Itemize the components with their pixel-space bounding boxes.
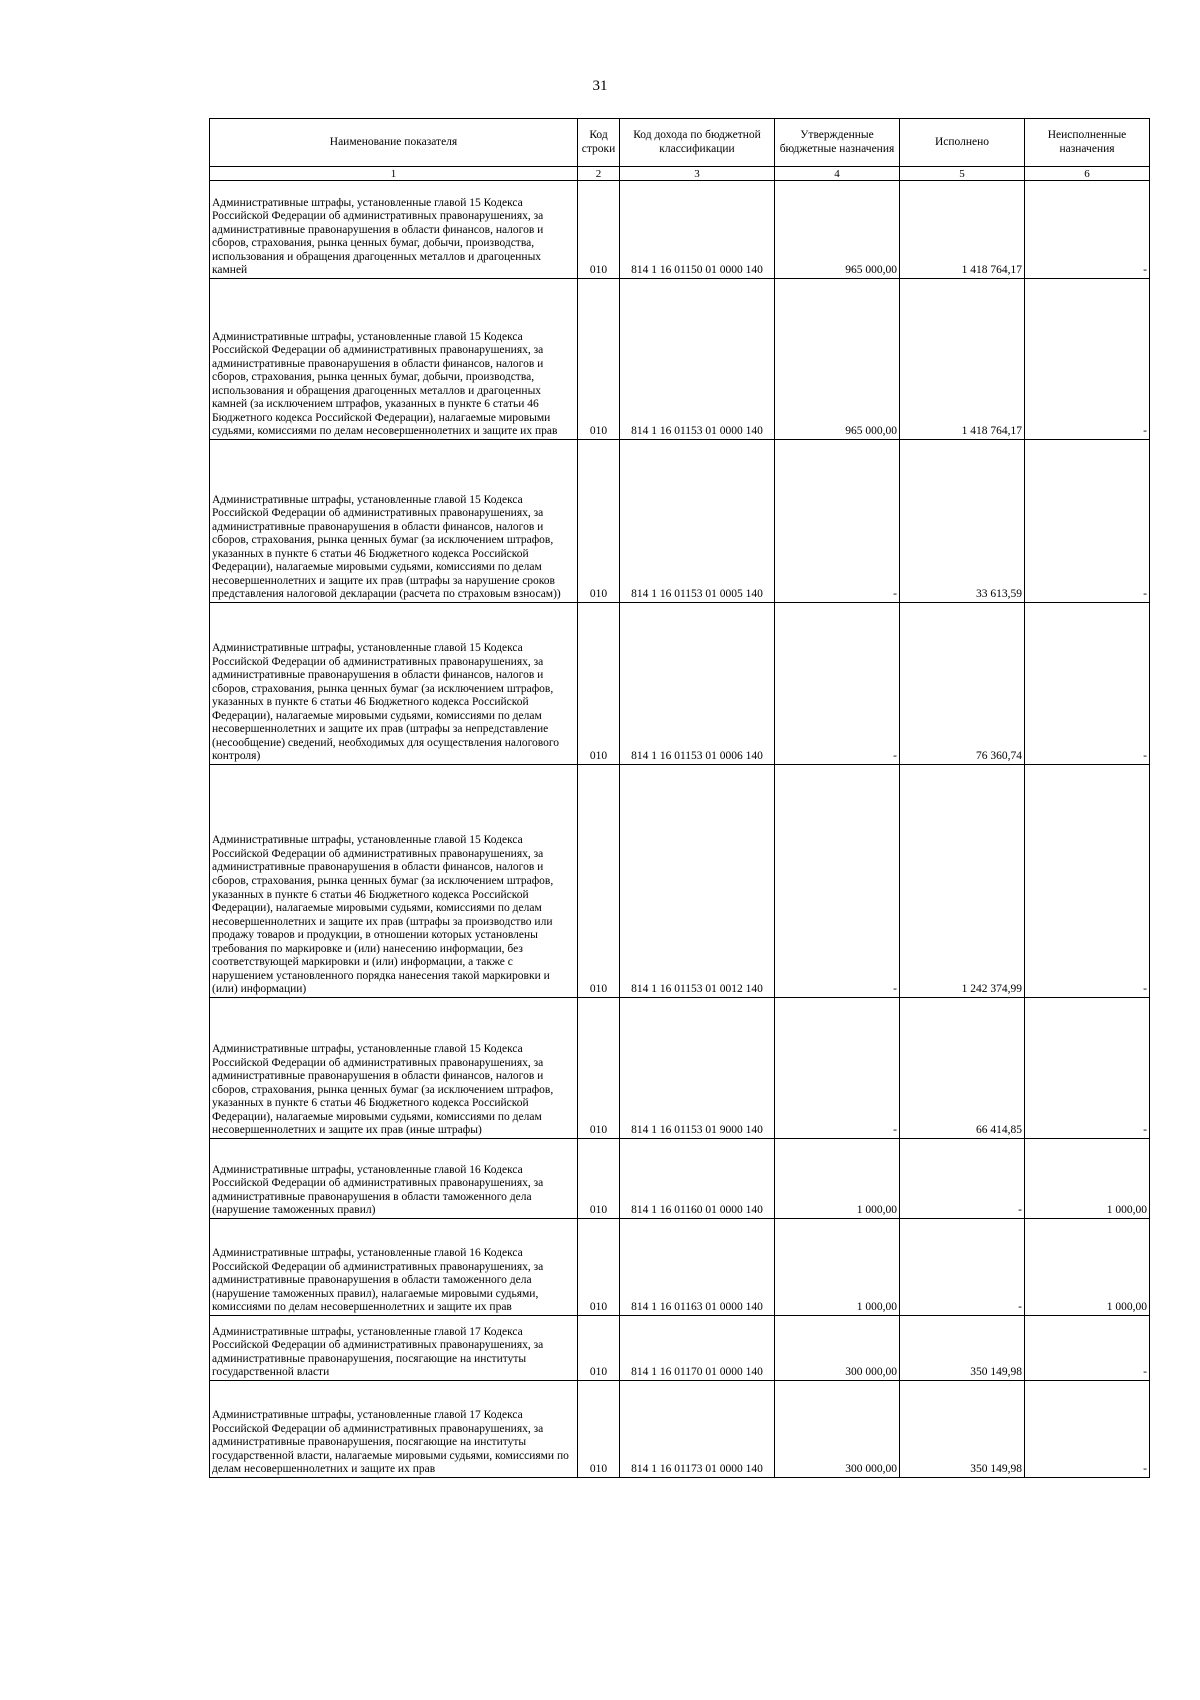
budget-classification-code: 814 1 16 01160 01 0000 140: [620, 1139, 775, 1219]
approved-amount: -: [775, 440, 900, 603]
indicator-name: Административные штрафы, установленные главой 17 Кодекса Российской Федерации об административных правонарушениях, за административные правонарушения, посягающие на институты государственной власти: [210, 1316, 578, 1381]
approved-amount: 1 000,00: [775, 1139, 900, 1219]
table-row: [210, 998, 1150, 1139]
unexecuted-amount: -: [1025, 181, 1150, 279]
unexecuted-amount: -: [1025, 765, 1150, 998]
indicator-name: Административные штрафы, установленные главой 16 Кодекса Российской Федерации об административных правонарушениях, за административные правонарушения в области таможенного дела (нарушение таможенных правил): [210, 1139, 578, 1219]
column-number: 6: [1025, 167, 1150, 181]
table-row: [210, 603, 1150, 765]
executed-amount: -: [900, 1219, 1025, 1316]
table-row: [210, 1219, 1150, 1316]
executed-amount: 350 149,98: [900, 1316, 1025, 1381]
table-row: [210, 1139, 1150, 1219]
approved-amount: -: [775, 765, 900, 998]
column-number: 2: [578, 167, 620, 181]
budget-classification-code: 814 1 16 01173 01 0000 140: [620, 1381, 775, 1478]
budget-classification-code: 814 1 16 01153 01 0005 140: [620, 440, 775, 603]
header-approved-appropriations: Утвержденные бюджетные назначения: [775, 119, 900, 167]
table-row: [210, 1381, 1150, 1478]
line-code: 010: [578, 181, 620, 279]
line-code: 010: [578, 765, 620, 998]
column-number: 3: [620, 167, 775, 181]
line-code: 010: [578, 1316, 620, 1381]
budget-classification-code: 814 1 16 01163 01 0000 140: [620, 1219, 775, 1316]
budget-classification-code: 814 1 16 01150 01 0000 140: [620, 181, 775, 279]
line-code: 010: [578, 440, 620, 603]
header-budget-classification-code: Код дохода по бюджетной классификации: [620, 119, 775, 167]
column-number: 5: [900, 167, 1025, 181]
unexecuted-amount: -: [1025, 440, 1150, 603]
line-code: 010: [578, 1139, 620, 1219]
table-row: [210, 765, 1150, 998]
unexecuted-amount: -: [1025, 998, 1150, 1139]
line-code: 010: [578, 603, 620, 765]
indicator-name: Административные штрафы, установленные главой 15 Кодекса Российской Федерации об административных правонарушениях, за административные правонарушения в области финансов, налогов и сборов, страхования, рынка ценных бумаг (за исключением штрафов, указанных в пункте 6 статьи 46 Бюджетного кодекса Российской Федерации), налагаемые мировыми судьями, комиссиями по делам несовершеннолетних и защите их прав (иные штрафы): [210, 998, 578, 1139]
indicator-name: Административные штрафы, установленные главой 15 Кодекса Российской Федерации об административных правонарушениях, за административные правонарушения в области финансов, налогов и сборов, страхования, рынка ценных бумаг (за исключением штрафов, указанных в пункте 6 статьи 46 Бюджетного кодекса Российской Федерации), налагаемые мировыми судьями, комиссиями по делам несовершеннолетних и защите их прав (штрафы за непредставление (несообщение) сведений, необходимых для осуществления налогового контроля): [210, 603, 578, 765]
approved-amount: 965 000,00: [775, 279, 900, 440]
approved-amount: -: [775, 603, 900, 765]
budget-classification-code: 814 1 16 01153 01 0006 140: [620, 603, 775, 765]
line-code: 010: [578, 998, 620, 1139]
table-row: [210, 279, 1150, 440]
approved-amount: 1 000,00: [775, 1219, 900, 1316]
unexecuted-amount: -: [1025, 1381, 1150, 1478]
indicator-name: Административные штрафы, установленные главой 15 Кодекса Российской Федерации об административных правонарушениях, за административные правонарушения в области финансов, налогов и сборов, страхования, рынка ценных бумаг (за исключением штрафов, указанных в пункте 6 статьи 46 Бюджетного кодекса Российской Федерации), налагаемые мировыми судьями, комиссиями по делам несовершеннолетних и защите их прав (штрафы за производство или продажу товаров и продукции, в отношении которых установлены требования по маркировке и (или) нанесению информации, без соответствующей маркировки и (или) информации, а также с нарушением установленного порядка нанесения такой маркировки и (или) информации): [210, 765, 578, 998]
budget-classification-code: 814 1 16 01170 01 0000 140: [620, 1316, 775, 1381]
budget-classification-code: 814 1 16 01153 01 9000 140: [620, 998, 775, 1139]
approved-amount: 965 000,00: [775, 181, 900, 279]
page-number: 31: [592, 78, 608, 94]
executed-amount: 33 613,59: [900, 440, 1025, 603]
executed-amount: 76 360,74: [900, 603, 1025, 765]
header-line-code: Код строки: [578, 119, 620, 167]
approved-amount: -: [775, 998, 900, 1139]
column-number: 4: [775, 167, 900, 181]
unexecuted-amount: 1 000,00: [1025, 1219, 1150, 1316]
header-row: [210, 119, 1150, 167]
indicator-name: Административные штрафы, установленные главой 17 Кодекса Российской Федерации об административных правонарушениях, за административные правонарушения, посягающие на институты государственной власти, налагаемые мировыми судьями, комиссиями по делам несовершеннолетних и защите их прав: [210, 1381, 578, 1478]
line-code: 010: [578, 279, 620, 440]
budget-execution-table: [209, 118, 1150, 1478]
executed-amount: 66 414,85: [900, 998, 1025, 1139]
line-code: 010: [578, 1381, 620, 1478]
table-row: [210, 440, 1150, 603]
indicator-name: Административные штрафы, установленные главой 16 Кодекса Российской Федерации об административных правонарушениях, за административные правонарушения в области таможенного дела (нарушение таможенных правил), налагаемые мировыми судьями, комиссиями по делам несовершеннолетних и защите их прав: [210, 1219, 578, 1316]
executed-amount: 350 149,98: [900, 1381, 1025, 1478]
budget-classification-code: 814 1 16 01153 01 0012 140: [620, 765, 775, 998]
executed-amount: -: [900, 1139, 1025, 1219]
approved-amount: 300 000,00: [775, 1381, 900, 1478]
indicator-name: Административные штрафы, установленные главой 15 Кодекса Российской Федерации об административных правонарушениях, за административные правонарушения в области финансов, налогов и сборов, страхования, рынка ценных бумаг (за исключением штрафов, указанных в пункте 6 статьи 46 Бюджетного кодекса Российской Федерации), налагаемые мировыми судьями, комиссиями по делам несовершеннолетних и защите их прав (штрафы за нарушение сроков представления налоговой декларации (расчета по страховым взносам)): [210, 440, 578, 603]
header-unexecuted-appropriations: Неисполненные назначения: [1025, 119, 1150, 167]
unexecuted-amount: -: [1025, 279, 1150, 440]
unexecuted-amount: 1 000,00: [1025, 1139, 1150, 1219]
executed-amount: 1 418 764,17: [900, 181, 1025, 279]
line-code: 010: [578, 1219, 620, 1316]
column-number: 1: [210, 167, 578, 181]
budget-classification-code: 814 1 16 01153 01 0000 140: [620, 279, 775, 440]
column-number-row: [210, 167, 1150, 181]
indicator-name: Административные штрафы, установленные главой 15 Кодекса Российской Федерации об административных правонарушениях, за административные правонарушения в области финансов, налогов и сборов, страхования, рынка ценных бумаг, добычи, производства, использования и обращения драгоценных металлов и драгоценных камней (за исключением штрафов, указанных в пункте 6 статьи 46 Бюджетного кодекса Российской Федерации), налагаемые мировыми судьями, комиссиями по делам несовершеннолетних и защите их прав: [210, 279, 578, 440]
table-row: [210, 1316, 1150, 1381]
indicator-name: Административные штрафы, установленные главой 15 Кодекса Российской Федерации об административных правонарушениях, за административные правонарушения в области финансов, налогов и сборов, страхования, рынка ценных бумаг, добычи, производства, использования и обращения драгоценных металлов и драгоценных камней: [210, 181, 578, 279]
table-row: [210, 181, 1150, 279]
header-executed: Исполнено: [900, 119, 1025, 167]
unexecuted-amount: -: [1025, 1316, 1150, 1381]
executed-amount: 1 242 374,99: [900, 765, 1025, 998]
executed-amount: 1 418 764,17: [900, 279, 1025, 440]
header-indicator-name: Наименование показателя: [210, 119, 578, 167]
approved-amount: 300 000,00: [775, 1316, 900, 1381]
unexecuted-amount: -: [1025, 603, 1150, 765]
